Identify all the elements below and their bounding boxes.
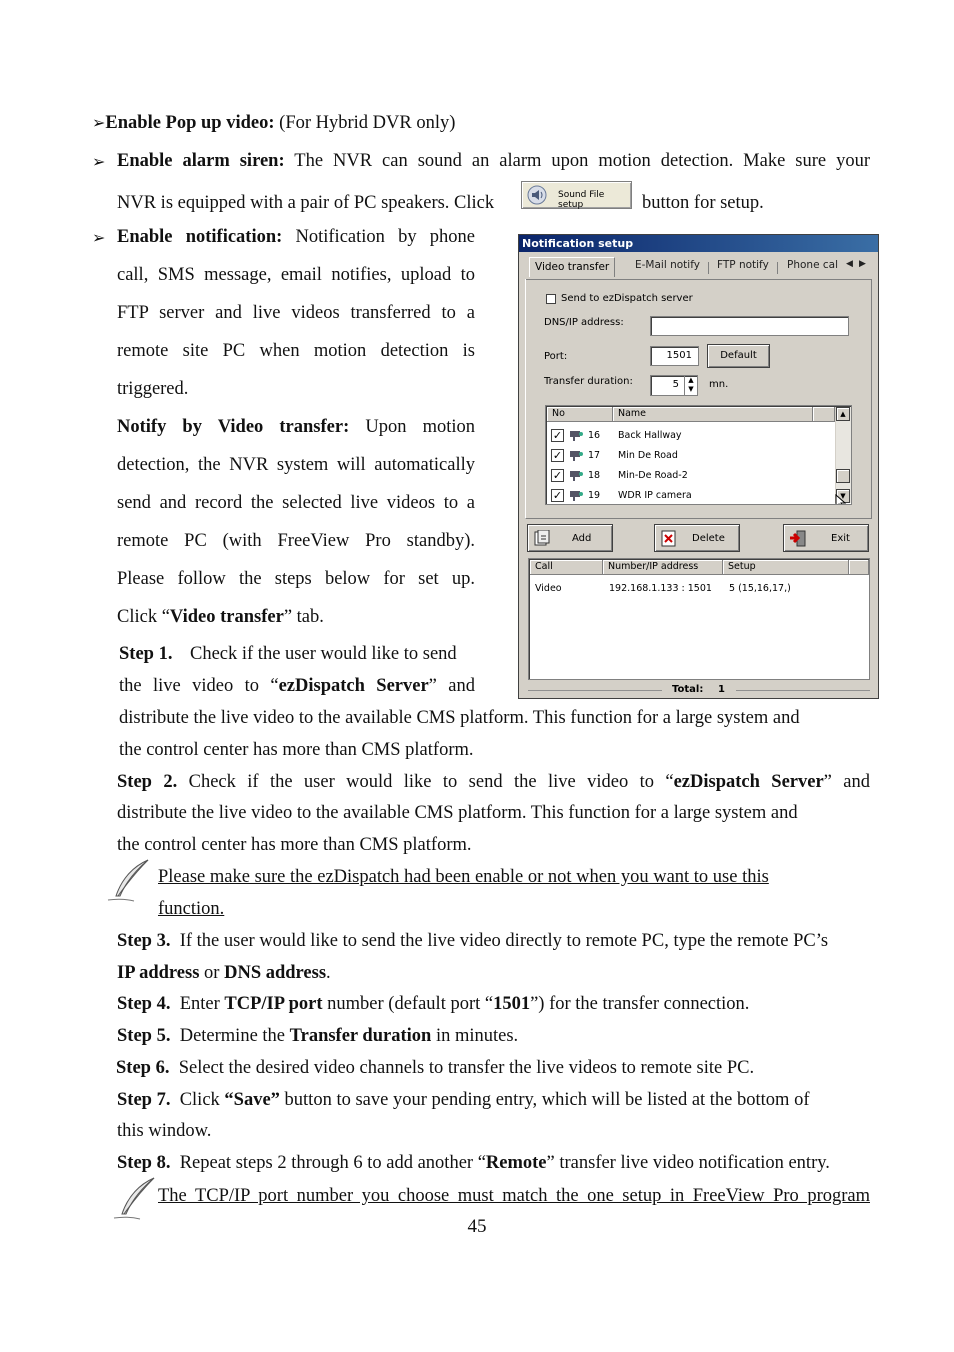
- step4-line: [117, 993, 749, 1015]
- step8-label: Step 8.: [117, 1153, 171, 1173]
- step3-line-1: [117, 930, 828, 952]
- bullet-arrow-icon: ➢: [92, 152, 106, 171]
- tab-bar: [525, 257, 872, 280]
- total-divider: [528, 690, 662, 691]
- scroll-down-icon[interactable]: ▼: [836, 489, 850, 503]
- send-ezdispatch-checkbox[interactable]: [546, 294, 556, 304]
- dialog-title: Notification setup: [519, 235, 878, 252]
- notification-line-1: [117, 226, 475, 248]
- channel-list: [545, 405, 852, 505]
- popup-note: (For Hybrid DVR only): [274, 113, 456, 133]
- send-ezdispatch-label: Send to ezDispatch server: [561, 293, 693, 304]
- click-bold: Video transfer: [169, 607, 284, 627]
- step2-l1b: ezDispatch Server: [673, 772, 824, 792]
- step3-line-2: [117, 962, 331, 984]
- step7-line-1: [117, 1089, 809, 1111]
- step4-mid: number (default port “: [322, 994, 494, 1014]
- camera-icon: [568, 427, 584, 442]
- tab-separator: [708, 262, 709, 274]
- step3-ip: IP address: [117, 963, 200, 983]
- alarm-line-2a: NVR is equipped with a pair of PC speakers. Click: [117, 193, 495, 213]
- tab-video-transfer[interactable]: Video transfer: [529, 257, 615, 277]
- note1-line-2: function.: [158, 899, 225, 919]
- step4-label: Step 4.: [117, 994, 171, 1014]
- tab-scroll-left-icon[interactable]: ◀: [846, 259, 853, 269]
- channel-name: Back Hallway: [618, 430, 682, 441]
- alarm-heading: Enable alarm siren:: [117, 151, 285, 171]
- step7-line-2: this window.: [117, 1121, 212, 1141]
- step3-dns: DNS address: [224, 963, 327, 983]
- channel-checkbox[interactable]: ✓: [552, 429, 563, 442]
- step1-label-text: Step 1.: [119, 644, 173, 664]
- feather-pen-icon: [104, 858, 152, 906]
- exit-icon: [789, 530, 807, 547]
- step2-l1a: Check if the user would like to send the live video to “: [188, 772, 674, 792]
- table-cell-call[interactable]: Video: [535, 583, 562, 594]
- camera-icon: [568, 467, 584, 482]
- camera-icon: [568, 447, 584, 462]
- step6-label: Step 6.: [116, 1058, 170, 1078]
- port-label: Port:: [544, 351, 568, 362]
- dns-label: DNS/IP address:: [544, 317, 624, 328]
- click-post: ” tab.: [283, 607, 324, 627]
- tab-email-notify[interactable]: E-Mail notify: [635, 259, 700, 271]
- channel-no: 16: [588, 430, 601, 441]
- channel-no: 18: [588, 470, 601, 481]
- channel-checkbox[interactable]: ✓: [552, 449, 563, 462]
- alarm-line-2b: button for setup.: [642, 193, 764, 213]
- entries-table: [528, 558, 870, 680]
- page-number: 45: [467, 1216, 487, 1237]
- step2-label: Step 2.: [117, 772, 178, 792]
- table-cell-address[interactable]: 192.168.1.133 : 1501: [609, 583, 712, 594]
- mouse-cursor-icon: [835, 494, 847, 505]
- bullet-arrow-icon: ➢: [92, 228, 106, 247]
- bullet-arrow-icon: ➢: [92, 113, 106, 132]
- notification-line-2: call, SMS message, email notifies, upload to: [117, 265, 475, 285]
- channel-no: 19: [588, 490, 601, 501]
- step7-b: “Save”: [224, 1090, 280, 1110]
- step1-l2a: the live video to “: [119, 676, 279, 696]
- step2-l1c: ” and: [823, 772, 870, 792]
- notify-line-1: [117, 416, 475, 438]
- add-icon: [533, 530, 551, 547]
- channel-checkbox[interactable]: ✓: [552, 489, 563, 502]
- duration-spinner[interactable]: ▲ ▼: [684, 376, 697, 396]
- video-transfer-panel: [525, 279, 872, 519]
- table-header-setup[interactable]: Setup: [723, 560, 849, 575]
- delete-button[interactable]: [654, 524, 740, 552]
- notification-line-3: FTP server and live videos transferred to a: [117, 303, 475, 323]
- step5-post: in minutes.: [431, 1026, 519, 1046]
- list-header-no[interactable]: No: [547, 407, 613, 422]
- step3-text: If the user would like to send the live video directly to remote PC, type the remote PC’s: [179, 931, 829, 951]
- step3-mid: or: [199, 963, 225, 983]
- step4-pre: Enter: [179, 994, 225, 1014]
- notification-heading: Enable notification:: [117, 227, 283, 247]
- step1-line-1: Check if the user would like to send: [190, 644, 457, 664]
- step1-label: [119, 643, 172, 665]
- speaker-icon: [526, 185, 548, 205]
- step1-line-3: distribute the live video to the available CMS platform. This function for a large system and: [119, 708, 800, 728]
- notify-text: Upon motion: [349, 417, 476, 437]
- table-header-extra: [849, 560, 869, 575]
- tab-separator: [777, 262, 778, 274]
- step2-line-3: the control center has more than CMS platform.: [117, 835, 472, 855]
- step7-label: Step 7.: [117, 1090, 171, 1110]
- alarm-text: The NVR can sound an alarm upon motion detection. Make sure your: [284, 151, 870, 171]
- step1-l2b: ezDispatch Server: [278, 676, 429, 696]
- channel-name: WDR IP camera: [618, 490, 692, 501]
- tab-ftp-notify[interactable]: FTP notify: [717, 259, 769, 271]
- note1-line-1: Please make sure the ezDispatch had been enable or not when you want to use this: [158, 867, 769, 887]
- alarm-line-1: [117, 150, 870, 172]
- list-scrollbar[interactable]: [835, 407, 851, 503]
- step8-post: ” transfer live video notification entry.: [546, 1153, 830, 1173]
- delete-icon: [660, 530, 678, 547]
- channel-row[interactable]: [548, 445, 838, 465]
- list-header-extra: [813, 407, 835, 422]
- click-pre: Click “: [117, 607, 170, 627]
- notification-text: Notification by phone: [282, 227, 475, 247]
- step8-pre: Repeat steps 2 through 6 to add another “: [179, 1153, 486, 1173]
- total-divider: [736, 690, 870, 691]
- table-header-address[interactable]: Number/IP address: [603, 560, 723, 575]
- sound-file-setup-button[interactable]: [521, 181, 632, 209]
- step5-label: Step 5.: [117, 1026, 171, 1046]
- note2-line: The TCP/IP port number you choose must match the one setup in FreeView Pro program: [158, 1186, 870, 1206]
- step4-post: ”) for the transfer connection.: [530, 994, 750, 1014]
- step1-l2c: ” and: [428, 676, 475, 696]
- channel-checkbox[interactable]: ✓: [552, 469, 563, 482]
- default-button[interactable]: Default: [707, 344, 770, 368]
- notify-heading: Notify by Video transfer:: [117, 417, 350, 437]
- popup-heading: Enable Pop up video:: [105, 113, 275, 133]
- channel-row[interactable]: [548, 485, 838, 505]
- tab-scroll-right-icon[interactable]: ▶: [859, 259, 866, 269]
- step5-b: Transfer duration: [289, 1026, 432, 1046]
- tab-phone-call[interactable]: Phone cal: [787, 259, 838, 271]
- notify-line-5: Please follow the steps below for set up.: [117, 569, 475, 589]
- click-video-transfer-line: [117, 606, 324, 628]
- total-bar: [528, 684, 870, 696]
- channel-row[interactable]: [548, 465, 838, 485]
- enable-popup-line: [92, 112, 455, 134]
- list-header-name[interactable]: Name: [613, 407, 813, 422]
- notification-line-4: remote site PC when motion detection is: [117, 341, 475, 361]
- notify-line-4: remote PC (with FreeView Pro standby).: [117, 531, 475, 551]
- channel-row[interactable]: [548, 425, 838, 445]
- scroll-thumb[interactable]: [836, 469, 850, 483]
- step1-line-4: the control center has more than CMS platform.: [119, 740, 474, 760]
- exit-label: Exit: [831, 533, 850, 544]
- step2-line-2: distribute the live video to the available CMS platform. This function for a large system and: [117, 803, 798, 823]
- step8-b: Remote: [485, 1153, 547, 1173]
- table-header-call[interactable]: Call: [530, 560, 603, 575]
- step3-end: .: [326, 963, 331, 983]
- scroll-up-icon[interactable]: ▲: [836, 407, 850, 421]
- total-label: Total:: [672, 684, 704, 695]
- channel-name: Min-De Road-2: [618, 470, 688, 481]
- add-label: Add: [572, 533, 592, 544]
- notification-line-5: triggered.: [117, 379, 189, 399]
- step1-line-2: [119, 675, 475, 697]
- duration-input[interactable]: [650, 375, 698, 396]
- channel-no: 17: [588, 450, 601, 461]
- exit-button[interactable]: [783, 524, 869, 552]
- step3-label: Step 3.: [117, 931, 171, 951]
- duration-value: 5: [672, 379, 679, 390]
- port-input[interactable]: 1501: [650, 346, 699, 366]
- step7-post: button to save your pending entry, which will be listed at the bottom of: [279, 1090, 810, 1110]
- notify-line-3: send and record the selected live videos to a: [117, 493, 475, 513]
- step4-b1: TCP/IP port: [224, 994, 323, 1014]
- notification-setup-dialog: [518, 234, 879, 699]
- channel-name: Min De Road: [618, 450, 678, 461]
- table-cell-setup[interactable]: 5 (15,16,17,): [729, 583, 791, 594]
- notify-line-2: detection, the NVR system will automatically: [117, 455, 475, 475]
- camera-icon: [568, 487, 584, 502]
- duration-unit: mn.: [709, 379, 729, 390]
- step8-line: [117, 1152, 830, 1174]
- add-button[interactable]: [527, 524, 613, 552]
- sound-button-label: Sound File setup: [558, 190, 605, 210]
- duration-label: Transfer duration:: [544, 376, 633, 387]
- step6-text: Select the desired video channels to transfer the live videos to remote site PC.: [178, 1058, 755, 1078]
- step5-line: [117, 1025, 518, 1047]
- delete-label: Delete: [692, 533, 725, 544]
- step5-pre: Determine the: [179, 1026, 290, 1046]
- step7-pre: Click: [179, 1090, 225, 1110]
- step4-b2: 1501: [493, 994, 531, 1014]
- total-value: 1: [718, 684, 725, 695]
- step6-line: [116, 1057, 754, 1079]
- dns-ip-input[interactable]: [650, 316, 849, 336]
- step2-line-1: [117, 771, 870, 793]
